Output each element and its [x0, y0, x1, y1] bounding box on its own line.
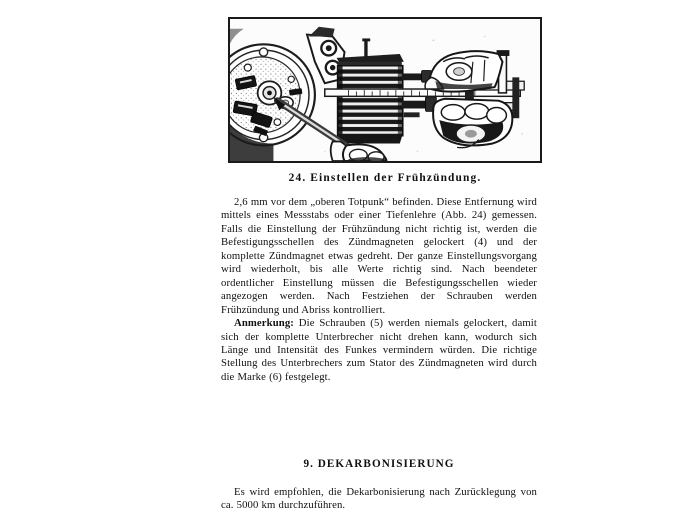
figure-frame [228, 17, 542, 163]
body-text-column [221, 196, 537, 384]
paragraph-timing-adjustment: 2,6 mm vor dem „oberen Totpunk“ befinden. Diese Entfernung wird mittels eines Messstabs oder einer Tiefenlehre (Abb. 24) gemessen. Falls die Einstellung der Frühzündung nicht richtig ist, werden die Befestigungsschellen des Zündmagneten gelockert (4) und der komplette Zündmagnet etwas gedreht. Der ganze Einstellungsvorgang wird wiederholt, bis alle Werte richtig sind. Nach beendeter ordentlicher Einstellung müssen die Befestigungsschellen wieder angezogen werden. Nach Festziehen der Schrauben werden Frühzündung und Abriss kontrolliert. [221, 196, 537, 316]
paragraph-dekarbonisierung: Es wird empfohlen, die Dekarbonisierung nach Zurücklegung von ca. 5000 km durchzuführen. [221, 486, 537, 512]
figure-caption: 24. Einstellen der Frühzündung. [288, 172, 482, 184]
anmerkung-text: Die Schrauben (5) werden niemals gelockert, damit sich der komplette Unterbrecher nicht drehen kann, wodurch sich Länge und Intensität des Funkes vermindern würden. Die richtige Stellung des Unterbrechers zum Stator des Zündmagneten wird durch die Marke (6) festgelegt. [221, 317, 537, 383]
paragraph-anmerkung [221, 317, 537, 384]
anmerkung-label: Anmerkung: [234, 317, 294, 330]
section-heading-dekarbonisierung: 9. DEKARBONISIERUNG [303, 458, 455, 470]
ignition-magneto-timing-illustration [230, 19, 540, 161]
section-body-column [221, 486, 537, 513]
figure-block [228, 17, 542, 163]
